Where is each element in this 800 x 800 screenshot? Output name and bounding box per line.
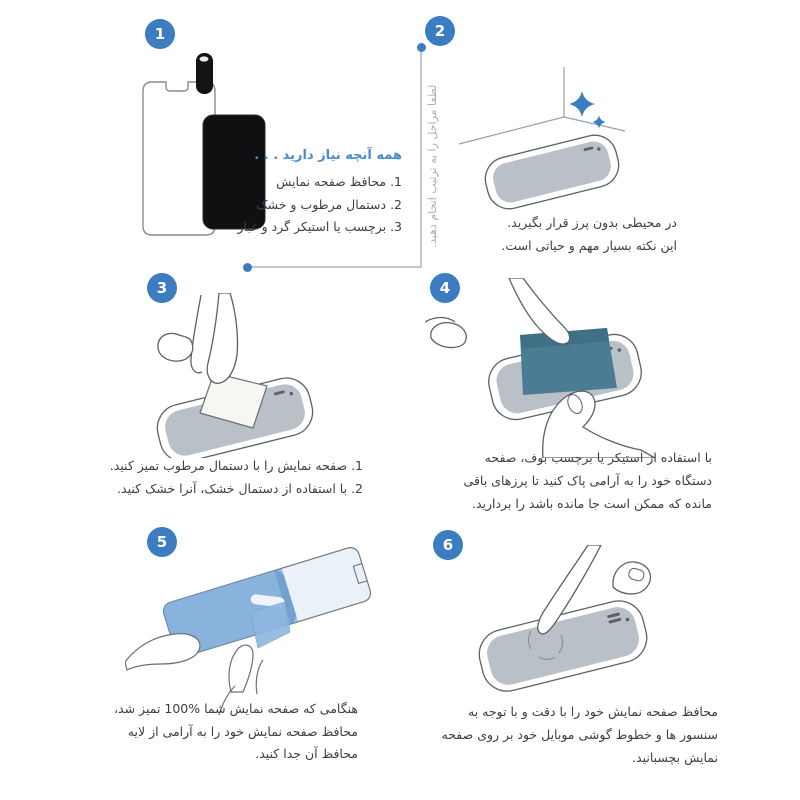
step-5-line-2: محافظ صفحه نمایش خود را به آرامی از لایه [127, 723, 358, 739]
peel-film-illustration-icon [125, 540, 375, 715]
dust-sticker-illustration-icon [425, 278, 705, 458]
bottle-highlight [200, 56, 209, 61]
step-5-line-3: محافظ آن جدا کنید. [255, 746, 358, 761]
phone-lying-flat-icon [481, 131, 624, 214]
sparkle-icon-large [569, 91, 595, 117]
step-6-text [442, 700, 718, 769]
step-1-heading: همه آنچه نیاز دارید . . . [254, 148, 402, 163]
step-4-line-3: مانده که ممکن است جا مانده باشد را بردارید. [471, 496, 712, 511]
step-3-line-1: 1. صفحه نمایش را با دستمال مرطوب تمیز کنید. [109, 458, 363, 473]
step-6-line-1: محافظ صفحه نمایش خود را با دقت و با توجه به [467, 704, 718, 719]
connector-dot-top [417, 43, 426, 52]
step-2-line-2: این نکته بسیار مهم و حیاتی است. [501, 238, 677, 253]
connector-dot-left [243, 263, 252, 272]
step-4-badge: 4 [430, 273, 460, 303]
step-6-line-2: سنسور ها و خطوط گوشی موبایل خود بر روی صفحه [441, 727, 718, 742]
step-2-text [501, 211, 677, 257]
step-3-text [110, 455, 363, 500]
step-4-line-1: با استفاده از استیکر یا برچسب بوف، صفحه [484, 450, 712, 465]
step-4-text [464, 446, 712, 515]
clean-corner-illustration-icon [455, 55, 695, 220]
step-5-line-1: هنگامی که صفحه نمایش شما %100 تمیز شد، [114, 701, 358, 716]
hand-icon [158, 293, 238, 383]
step-1-line-1: 1. محافظ صفحه نمایش [276, 174, 402, 189]
connector-line-vertical [420, 47, 422, 268]
step-5-text [114, 698, 358, 766]
step-2-badge: 2 [425, 16, 455, 46]
step-1-line-2: 2. دستمال مرطوب و خشک [256, 196, 402, 212]
step-1-line-3: 3. برچسب یا استیکر گرد و غبار [237, 219, 402, 234]
connector-line-horizontal [247, 266, 422, 268]
step-1-text [238, 146, 402, 239]
step-1-badge: 1 [145, 19, 175, 49]
step-3-line-2: 2. با استفاده از دستمال خشک، آنرا خشک کنید. [117, 480, 363, 496]
step-5-badge: 5 [147, 527, 177, 557]
step-6-badge: 6 [433, 530, 463, 560]
vertical-note-text: لطفا مراحل را به ترتیب انجام دهید. [426, 84, 439, 248]
room-corner-lines [459, 67, 625, 144]
step-3-badge: 3 [147, 273, 177, 303]
step-6-line-3: نمایش بچسبانید. [632, 750, 718, 765]
step-2-line-1: در محیطی بدون پرز قرار بگیرید. [507, 215, 677, 230]
press-screen-illustration-icon [455, 545, 700, 705]
step-4-line-2: دستگاه خود را به آرامی پاک کنید تا پرزهای باقی [463, 473, 712, 488]
left-finger-icon [425, 318, 466, 348]
wipe-screen-illustration-icon [135, 293, 355, 458]
